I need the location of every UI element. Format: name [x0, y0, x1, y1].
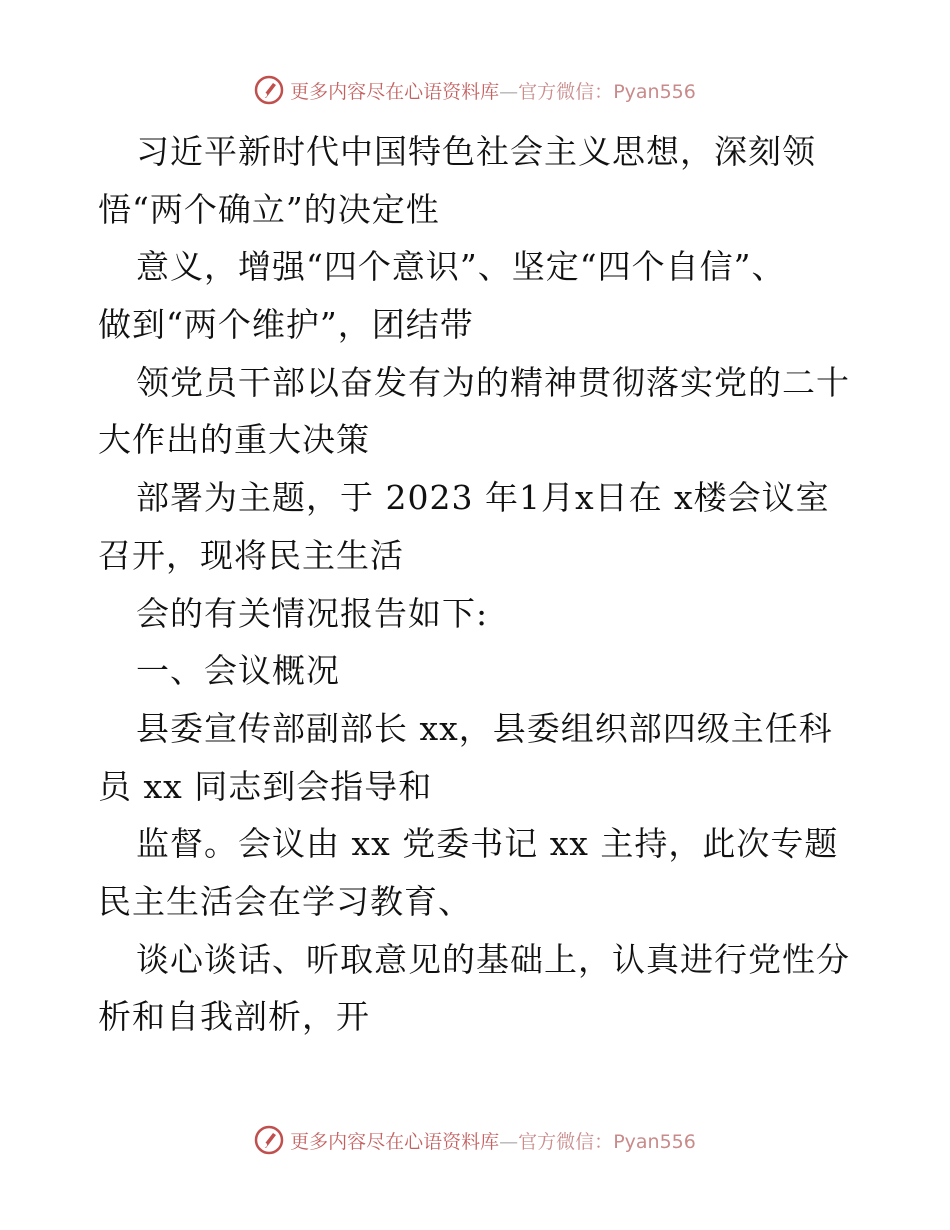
- paragraph-line: 员 xx 同志到会指导和: [98, 766, 433, 806]
- paragraph-line: 召开，现将民主生活: [98, 535, 404, 575]
- pen-seal-icon: [254, 1125, 284, 1155]
- watermark-brand: 更多内容尽在心语资料库: [290, 1130, 500, 1153]
- paragraph-line: 领党员干部以奋发有为的精神贯彻落实党的二十: [136, 362, 850, 402]
- paragraph-line: 县委宣传部副部长 xx，县委组织部四级主任科: [136, 708, 833, 748]
- watermark-text: [290, 1127, 696, 1154]
- watermark-label: 官方微信：: [518, 1130, 614, 1153]
- paragraph-line: 部署为主题，于 2023 年1月x日在 x楼会议室: [136, 478, 830, 518]
- footer-watermark: [0, 1120, 950, 1160]
- paragraph-line: 悟“两个确立”的决定性: [98, 189, 440, 229]
- document-body: [98, 123, 858, 1046]
- watermark-wechat-id: Pyan556: [613, 1130, 696, 1153]
- paragraph-line: 大作出的重大决策: [98, 420, 370, 460]
- watermark-text: [290, 77, 696, 104]
- paragraph-line: 析和自我剖析，开: [98, 997, 370, 1037]
- watermark-wechat-id: Pyan556: [613, 80, 696, 103]
- paragraph-line: 会的有关情况报告如下:: [136, 593, 489, 633]
- paragraph-line: 做到“两个维护”，团结带: [98, 305, 474, 345]
- paragraph-line: 民主生活会在学习教育、: [98, 881, 472, 921]
- pen-seal-icon: [254, 75, 284, 105]
- watermark-brand: 更多内容尽在心语资料库: [290, 80, 500, 103]
- watermark-separator: —: [499, 1130, 519, 1153]
- watermark-separator: —: [499, 80, 519, 103]
- paragraph-line: 监督。会议由 xx 党委书记 xx 主持，此次专题: [136, 824, 839, 864]
- section-heading: 一、会议概况: [136, 651, 340, 691]
- paragraph-line: 习近平新时代中国特色社会主义思想，深刻领: [136, 132, 816, 171]
- watermark-label: 官方微信：: [518, 80, 614, 103]
- paragraph-line: 谈心谈话、听取意见的基础上，认真进行党性分: [136, 939, 850, 979]
- header-watermark: [0, 70, 950, 110]
- paragraph-line: 意义，增强“四个意识”、坚定“四个自信”、: [136, 247, 786, 287]
